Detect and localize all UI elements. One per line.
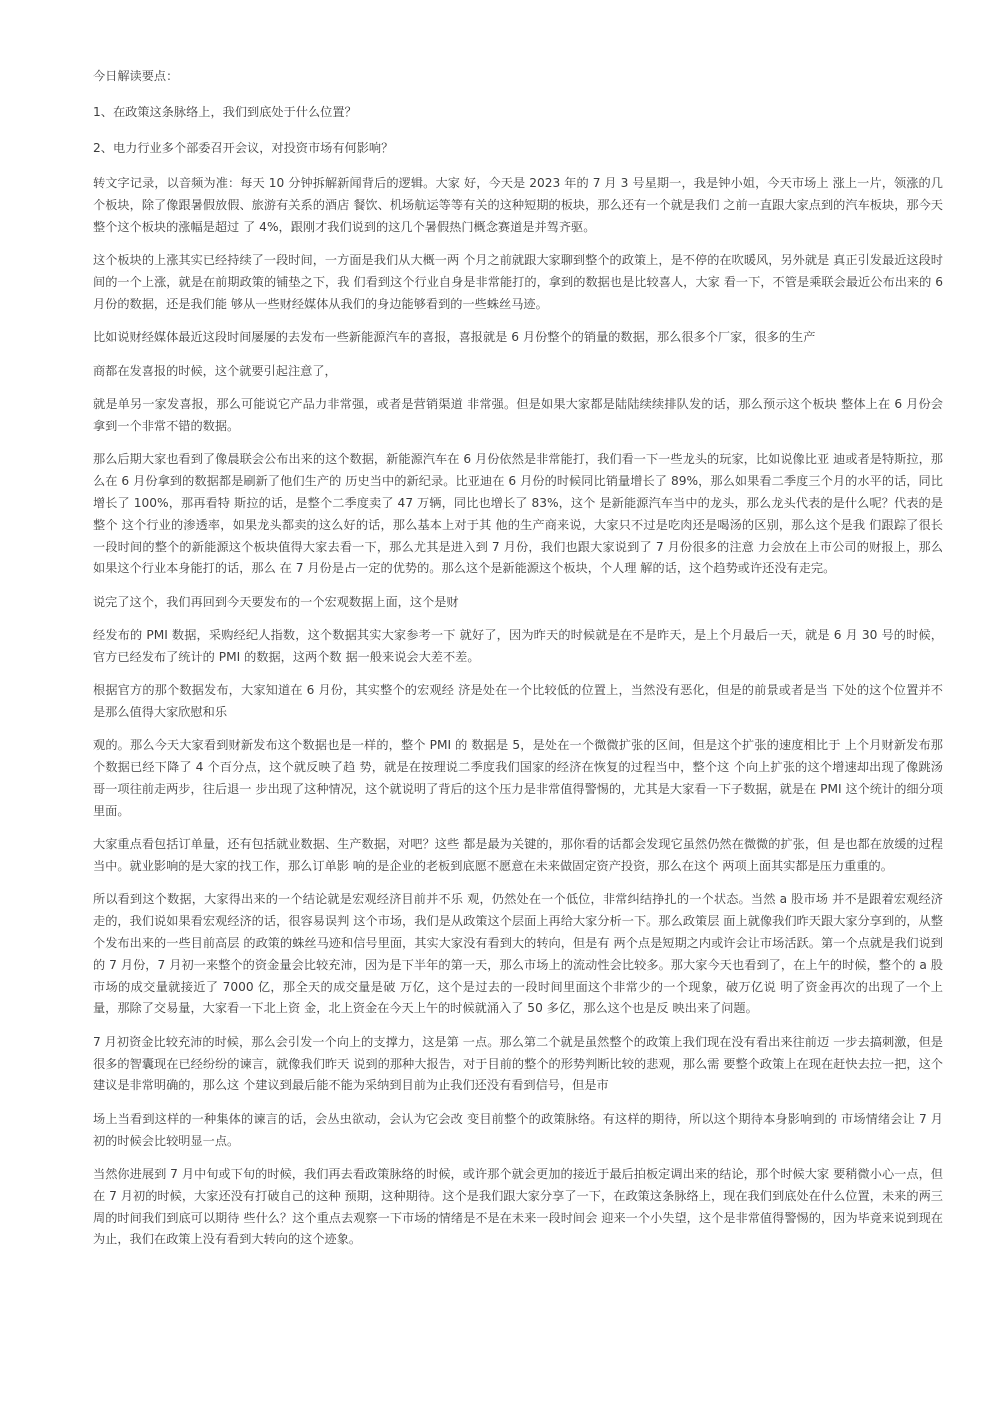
- paragraph: 观的。那么今天大家看到财新发布这个数据也是一样的，整个 PMI 的 数据是 5，是处在一个微微扩张的区间，但是这个扩张的速度相比于 上个月财新发布那个数据已经下降了 4 个百分点，这个就反映了趋 势，就是在按理说二季度我们国家的经济在恢复的过程当中，整个这 个向上扩张的这个增速却出现了像跳汤哥一项往前走两步，往后退一 步出现了这种情况，这个就说明了背后的这个压力是非常值得警惕的，尤其是大家看一下子数据，就是在 PMI 这个统计的细分项里面。: [93, 738, 943, 818]
- paragraph: 当然你进展到 7 月中旬或下旬的时候，我们再去看政策脉络的时候，或许那个就会更加的接近于最后拍板定调出来的结论，那个时候大家 要稍微小心一点，但在 7 月初的时候，大家还没有打破自己的这种 预期，这种期待。这个是我们跟大家分享了一下，在政策这条脉络上，现在我们到底处在什么位置，未来的两三周的时间我们到底可以期待 些什么？这个重点去观察一下市场的情绪是不是在未来一段时间会 迎来一个小失望，这个是非常值得警惕的，因为毕竟来说到现在为止，我们在政策上没有看到大转向的这个迹象。: [93, 1166, 943, 1247]
- key-point-1: 1、在政策这条脉络上，我们到底处于什么位置？: [93, 104, 357, 119]
- paragraph: 那么后期大家也看到了像晨联会公布出来的这个数据，新能源汽车在 6 月份依然是非常能打，我们看一下一些龙头的玩家，比如说像比亚 迪或者是特斯拉，那么在 6 月份拿到的数据都是刷新了他们生产的 历史当中的新纪录。比亚迪在 6 月份的时候同比销量增长了 89%，那么如果看二季度三个月的水平的话，同比增长了 100%，那再看特 斯拉的话，是整个二季度卖了 47 万辆，同比也增长了 83%，这个 是新能源汽车当中的龙头，那么龙头代表的是什么呢？代表的是整个 这个行业的渗透率，如果龙头都卖的这么好的话，那么基本上对于其 他的生产商来说，大家只不过是吃肉还是喝汤的区别，那么这个是我 们跟踪了很长一段时间的整个的新能源这个板块值得大家去看一下，那么尤其是进入到 7 月份，我们也跟大家说到了 7 月份很多的注意 力会放在上市公司的财报上，那么如果这个行业本身能打的话，那么 在 7 月份是占一定的优势的。那么这个是新能源这个板块，个人理 解的话，这个趋势或许还没有走完。: [93, 452, 943, 576]
- paragraph: 商都在发喜报的时候，这个就要引起注意了，: [93, 363, 337, 378]
- document-heading: 今日解读要点：: [93, 69, 179, 83]
- paragraph: 就是单另一家发喜报，那么可能说它产品力非常强，或者是营销渠道 非常强。但是如果大家都是陆陆续续排队发的话，那么预示这个板块 整体上在 6 月份会拿到一个非常不错的数据。: [93, 397, 943, 433]
- paragraph: 所以看到这个数据，大家得出来的一个结论就是宏观经济目前并不乐 观，仍然处在一个低位，非常纠结挣扎的一个状态。当然 a 股市场 并不是跟着宏观经济走的，我们说如果看宏观经济的话，很容易误判 这个市场，我们是从政策这个层面上再给大家分析一下。那么政策层 面上就像我们昨天跟大家分享到的，从整个发布出来的一些目前高层 的政策的蛛丝马迹和信号里面，其实大家没有看到大的转向，但是有 两个点是短期之内或许会让市场活跃。第一个点就是我们说到的 7 月份，7 月初一来整个的资金量会比较充沛，因为是下半年的第一天，那么市场上的流动性会比较多。那大家今天也看到了，在上午的时候，整个的 a 股市场的成交量就接近了 7000 亿，那全天的成交量是破 万亿，这个是过去的一段时间里面这个非常少的一个现象，破万亿说 明了资金再次的出现了一个上量，那除了交易量，大家看一下北上资 金，北上资金在今天上午的时候就涌入了 50 多亿，那么这个也是反 映出来了问题。: [93, 892, 943, 1016]
- paragraph: 根据官方的那个数据发布，大家知道在 6 月份，其实整个的宏观经 济是处在一个比较低的位置上，当然没有恶化，但是的前景或者是当 下处的这个位置并不是那么值得大家欣慰和乐: [93, 683, 943, 720]
- key-point-2: 2、电力行业多个部委召开会议，对投资市场有何影响？: [93, 140, 394, 155]
- paragraph: 这个板块的上涨其实已经持续了一段时间，一方面是我们从大概一两 个月之前就跟大家聊到整个的政策上，是不停的在吹暖风，另外就是 真正引发最近这段时间的一个上涨，就是在前期政策的铺垫之下，我 们看到这个行业自身是非常能打的，拿到的数据也是比较喜人，大家 看一下，不管是乘联会最近公布出来的 6 月份的数据，还是我们能 够从一些财经媒体从我们的身边能够看到的一些蛛丝马迹。: [93, 253, 943, 311]
- paragraph: 比如说财经媒体最近这段时间屡屡的去发布一些新能源汽车的喜报，喜报就是 6 月份整个的销量的数据，那么很多个厂家，很多的生产: [93, 330, 816, 345]
- paragraph: 大家重点看包括订单量，还有包括就业数据、生产数据，对吧？这些 都是最为关键的，那你看的话都会发现它虽然仍然在微微的扩张，但 是也都在放缓的过程当中。就业影响的是大家的找工作，那么订单影 响的是企业的老板到底愿不愿意在未来做固定资产投资，那么在这个 两项上面其实都是压力重重的。: [93, 837, 943, 874]
- paragraph: 说完了这个，我们再回到今天要发布的一个宏观数据上面，这个是财: [93, 594, 459, 609]
- paragraph: 场上当看到这样的一种集体的谏言的话，会丛虫欲动，会认为它会改 变目前整个的政策脉络。有这样的期待，所以这个期待本身影响到的 市场情绪会让 7 月初的时候会比较明显一点。: [93, 1111, 943, 1148]
- paragraph: 转文字记录，以音频为准：每天 10 分钟拆解新闻背后的逻辑。大家 好，今天是 2023 年的 7 月 3 号星期一，我是钟小姐，今天市场上 涨上一片，领涨的几个板块，除了像跟暑假放假、旅游有关系的酒店 餐饮、机场航运等等有关的这种短期的板块，那么还有一个就是我们 之前一直跟大家点到的汽车板块，那今天整个这个板块的涨幅是超过 了 4%，跟刚才我们说到的这几个暑假热门概念赛道是并驾齐驱。: [93, 176, 943, 234]
- document-body: [93, 66, 943, 1263]
- paragraph: 7 月初资金比较充沛的时候，那么会引发一个向上的支撑力，这是第 一点。那么第二个就是虽然整个的政策上我们现在没有看出来往前迈 一步去搞刺激，但是很多的智囊现在已经纷纷的谏言，就像我们昨天 说到的那种大报告，对于目前的整个的形势判断比较的悲观，那么需 要整个政策上在现在赶快去拉一把，这个建议是非常明确的，那么这 个建议到最后能不能为采纳到目前为止我们还没有看到信号，但是市: [93, 1034, 943, 1093]
- paragraph: 经发布的 PMI 数据，采购经纪人指数，这个数据其实大家参考一下 就好了，因为昨天的时候就是在不是昨天，是上个月最后一天，就是 6 月 30 号的时候，官方已经发布了统计的 PMI 的数据，这两个数 据一般来说会大差不差。: [93, 628, 943, 664]
